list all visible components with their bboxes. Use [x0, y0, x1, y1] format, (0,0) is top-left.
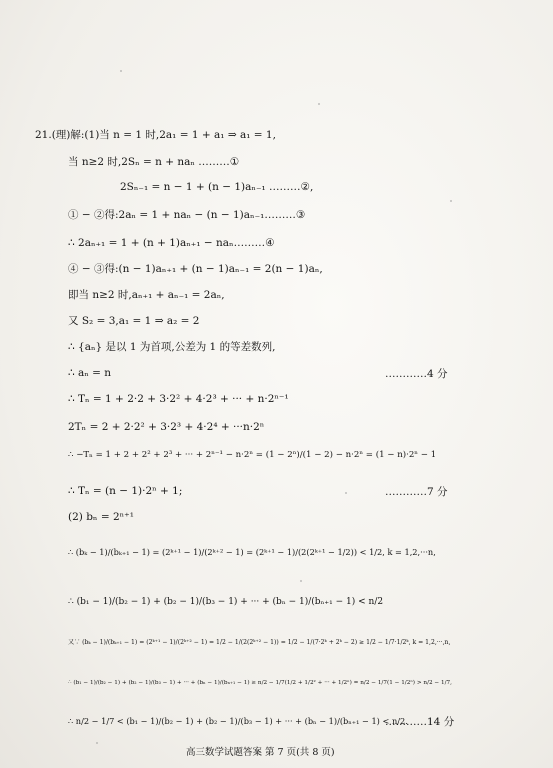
solution-line: ∴ Tₙ = (n − 1)·2ⁿ + 1; — [68, 485, 183, 497]
solution-line: 当 n≥2 时,2Sₙ = n + naₙ ………① — [68, 156, 240, 168]
solution-line: ∴ (bₖ − 1)/(bₖ₊₁ − 1) = (2ᵏ⁺¹ − 1)/(2ᵏ⁺² − 1) = (2ᵏ⁺¹ − 1)/(2(2ᵏ⁺¹ − 1/2)) < 1/2, k = 1,2,···n, — [68, 547, 436, 557]
scan-speck — [345, 492, 347, 494]
solution-line: 2Tₙ = 2 + 2·2² + 3·2³ + 4·2⁴ + ···n·2ⁿ — [68, 421, 265, 433]
solution-line: ∴ Tₙ = 1 + 2·2 + 3·2² + 4·2³ + ··· + n·2ⁿ⁻¹ — [68, 393, 289, 405]
solution-line: ∴ −Tₙ = 1 + 2 + 2² + 2³ + ··· + 2ⁿ⁻¹ − n·2ⁿ = (1 − 2ⁿ)/(1 − 2) − n·2ⁿ = (1 − n)·2ⁿ − 1 — [68, 450, 437, 460]
score-marker: …………7 分 — [385, 486, 448, 498]
solution-line: ④ − ③得:(n − 1)aₙ₊₁ + (n − 1)aₙ₋₁ = 2(n − 1)aₙ, — [68, 263, 323, 275]
scan-speck — [300, 580, 302, 582]
scan-speck — [318, 103, 320, 105]
scan-speck — [96, 742, 98, 744]
score-marker: …………14 分 — [385, 716, 455, 728]
scan-speck — [120, 70, 122, 72]
solution-line: 2Sₙ₋₁ = n − 1 + (n − 1)aₙ₋₁ ………②, — [120, 181, 314, 193]
page-footer: 高三数学试题答案 第 7 页(共 8 页) — [186, 747, 335, 758]
scan-speck — [450, 200, 452, 202]
solution-line: ∴ aₙ = n — [68, 367, 112, 379]
solution-line: 21.(理)解:(1)当 n = 1 时,2a₁ = 1 + a₁ ⇒ a₁ = 1, — [35, 129, 276, 141]
solution-line: 又 S₂ = 3,a₁ = 1 ⇒ a₂ = 2 — [68, 315, 200, 327]
solution-line: ∴ {aₙ} 是以 1 为首项,公差为 1 的等差数列, — [68, 341, 276, 353]
solution-line: ∴ (b₁ − 1)/(b₂ − 1) + (b₂ − 1)/(b₃ − 1) + ··· + (bₙ − 1)/(bₙ₊₁ − 1) ≥ n/2 − 1/7(1/2 + 1/2² + ··· + 1/2ⁿ) = n/2 − 1/7(1 − 1/2ⁿ) > n/2 − 1/7, — [68, 680, 452, 686]
solution-line: 又∵ (bₖ − 1)/(bₖ₊₁ − 1) = (2ᵏ⁺¹ − 1)/(2ᵏ⁺² − 1) = 1/2 − 1/(2(2ᵏ⁺² − 1)) = 1/2 − 1/(7·2ᵏ + 2ᵏ − 2) ≥ 1/2 − 1/7·1/2ᵏ, k = 1,2,···,n, — [68, 639, 451, 646]
solution-line: ① − ②得:2aₙ = 1 + naₙ − (n − 1)aₙ₋₁………③ — [68, 209, 306, 221]
solution-line: ∴ (b₁ − 1)/(b₂ − 1) + (b₂ − 1)/(b₃ − 1) + ··· + (bₙ − 1)/(bₙ₊₁ − 1) < n/2 — [68, 597, 384, 607]
score-marker: …………4 分 — [385, 368, 448, 380]
solution-line: 即当 n≥2 时,aₙ₊₁ + aₙ₋₁ = 2aₙ, — [68, 289, 225, 301]
solution-line: ∴ n/2 − 1/7 < (b₁ − 1)/(b₂ − 1) + (b₂ − 1)/(b₃ − 1) + ··· + (bₙ − 1)/(bₙ₊₁ − 1) < n/2. — [68, 716, 408, 726]
solution-line: ∴ 2aₙ₊₁ = 1 + (n + 1)aₙ₊₁ − naₙ………④ — [68, 237, 275, 249]
solution-line: (2) bₙ = 2ⁿ⁺¹ — [68, 511, 134, 523]
